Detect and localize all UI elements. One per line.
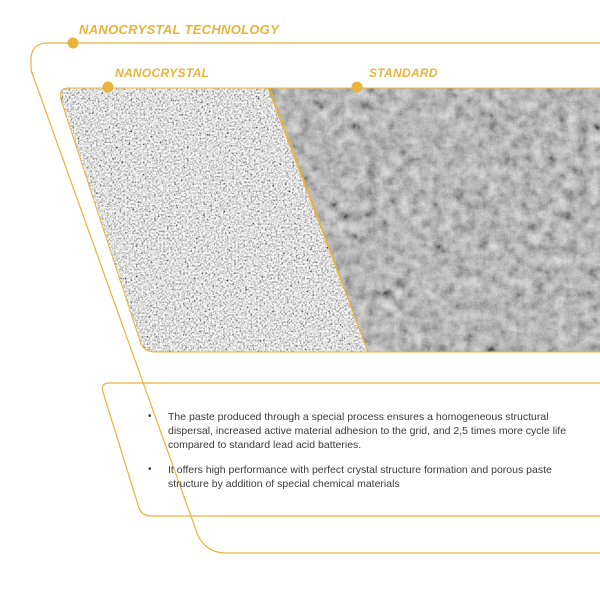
- nanocrystal-label: NANOCRYSTAL: [115, 66, 210, 80]
- bullet-dot-icon: •: [148, 411, 152, 422]
- diagram-title: NANOCRYSTAL TECHNOLOGY: [79, 22, 280, 37]
- bullet-list: [146, 410, 594, 502]
- bullet-item: [146, 463, 594, 491]
- title-marker-dot: [68, 38, 79, 49]
- standard-label: STANDARD: [369, 66, 438, 80]
- bullet-dot-icon: •: [148, 464, 152, 475]
- bullet-text: It offers high performance with perfect crystal structure formation and porous paste structure by addition of special chemical materials: [168, 464, 552, 490]
- bullet-item: [146, 410, 594, 452]
- nanocrystal-marker-dot: [103, 82, 114, 93]
- bullet-text: The paste produced through a special process ensures a homogeneous structural dispersal, increased active material adhesion to the grid, and 2,5 times more cycle life compared to standard lead acid batteries.: [168, 411, 567, 451]
- standard-marker-dot: [352, 82, 363, 93]
